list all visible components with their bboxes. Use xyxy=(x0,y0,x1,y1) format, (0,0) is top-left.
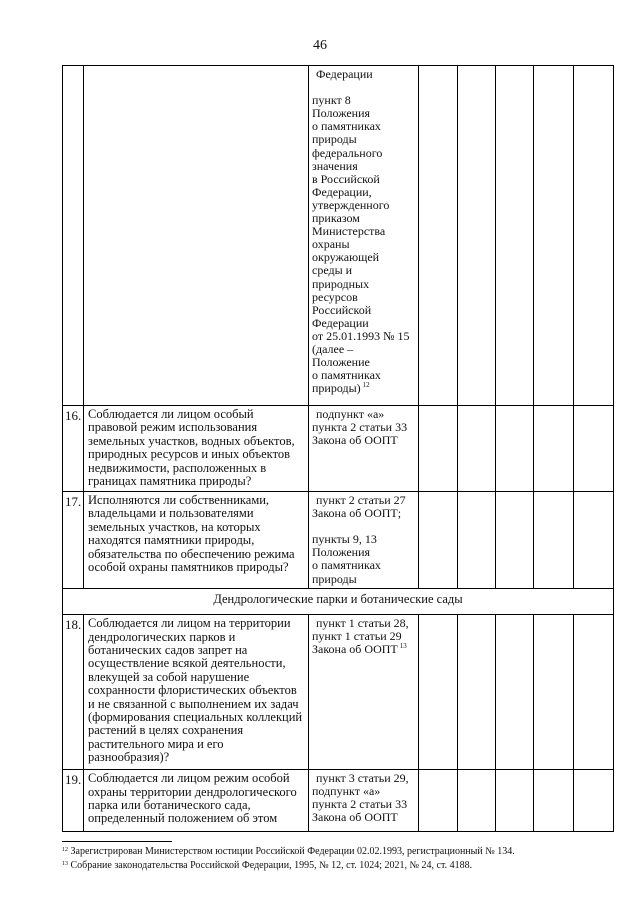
note-cell xyxy=(574,770,614,832)
table-row xyxy=(63,492,614,589)
footnote-mark: 12 xyxy=(362,381,370,390)
answer-yes-cell xyxy=(419,406,458,492)
answer-yes-cell xyxy=(419,770,458,832)
row-number: 19. xyxy=(63,770,84,832)
checklist-table-wrapper xyxy=(62,65,613,835)
answer-yes-cell xyxy=(419,615,458,770)
question-cell: Соблюдается ли лицом особый правовой режим использования земельных участков, водных объектов, природных ресурсов и иных объектов недвижимости, расположенных в границах памятника природы? xyxy=(84,406,309,492)
question-cell: Исполняются ли собственниками, владельцами и пользователями земельных участков, на которых находятся памятники природы, обязательства по обеспечению режима особой охраны памятников природы? xyxy=(84,492,309,589)
answer-no-cell xyxy=(458,615,496,770)
footnote-mark: 12 xyxy=(62,847,68,853)
answer-no-cell xyxy=(458,492,496,589)
answer-na-cell xyxy=(496,615,534,770)
reference-text: пункт 2 статьи 27 Закона об ООПТ; пункты 9, 13 Положения о памятниках природы xyxy=(312,493,406,586)
table-row xyxy=(63,770,614,832)
row-number: 17. xyxy=(63,492,84,589)
question-cell: Соблюдается ли лицом на территории дендрологических парков и ботанических садов запрет на осуществление всякой деятельности, влекущей за собой нарушение сохранности флористических объектов и не связанной с выполнением их задач (формирования специальных коллекций растений в целях сохранения растительного мира и его разнообразия)? xyxy=(84,615,309,770)
footnote-text: Собрание законодательства Российской Федерации, 1995, № 12, ст. 1024; 2021, № 24, ст. 4188. xyxy=(70,860,473,871)
section-heading: Дендрологические парки и ботанические сады xyxy=(63,589,614,615)
note-cell xyxy=(574,406,614,492)
reference-text: пункт 3 статьи 29, подпункт «а» пункта 2 статьи 33 Закона об ООПТ xyxy=(312,771,409,825)
answer-no-cell xyxy=(458,66,496,406)
answer-na-cell xyxy=(496,492,534,589)
footnote xyxy=(62,860,472,871)
checklist-table xyxy=(62,65,614,832)
reference-cell xyxy=(309,492,419,589)
note-cell xyxy=(574,66,614,406)
answer-cell xyxy=(534,406,574,492)
reference-cell xyxy=(309,406,419,492)
note-cell xyxy=(574,615,614,770)
row-number: 16. xyxy=(63,406,84,492)
answer-cell xyxy=(534,492,574,589)
footnote-separator xyxy=(62,841,172,842)
page-number: 46 xyxy=(313,38,327,53)
table-row xyxy=(63,406,614,492)
answer-cell xyxy=(534,66,574,406)
reference-cell xyxy=(309,66,419,406)
reference-text: подпункт «а» пункта 2 статьи 33 Закона об ООПТ xyxy=(312,407,408,448)
answer-na-cell xyxy=(496,770,534,832)
answer-cell xyxy=(534,615,574,770)
section-row xyxy=(63,589,614,615)
row-number: 18. xyxy=(63,615,84,770)
reference-cell xyxy=(309,770,419,832)
reference-text: Федерации пункт 8 Положения о памятниках природы федерального значения в Российской Федерации, утвержденного приказом Министерства охраны окружающей среды и природных ресурсов Российской Федерации от 25.01.1993 № 15 (далее – Положение о памятниках природы) xyxy=(312,67,410,396)
footnote-mark: 13 xyxy=(399,642,407,651)
question-cell: Соблюдается ли лицом режим особой охраны территории дендрологического парка или ботанического сада, определенный положением об этом xyxy=(84,770,309,832)
answer-na-cell xyxy=(496,406,534,492)
answer-yes-cell xyxy=(419,66,458,406)
note-cell xyxy=(574,492,614,589)
footnote-text: Зарегистрирован Министерством юстиции Российской Федерации 02.02.1993, регистрационный № 134. xyxy=(70,846,515,857)
answer-no-cell xyxy=(458,770,496,832)
answer-cell xyxy=(534,770,574,832)
question-cell xyxy=(84,66,309,406)
table-row xyxy=(63,66,614,406)
reference-cell xyxy=(309,615,419,770)
answer-no-cell xyxy=(458,406,496,492)
reference-text: пункт 1 статьи 28, пункт 1 статьи 29 Закона об ООПТ xyxy=(312,616,409,657)
answer-yes-cell xyxy=(419,492,458,589)
row-number xyxy=(63,66,84,406)
footnote xyxy=(62,846,515,857)
answer-na-cell xyxy=(496,66,534,406)
footnote-mark: 13 xyxy=(62,861,68,867)
table-row xyxy=(63,615,614,770)
